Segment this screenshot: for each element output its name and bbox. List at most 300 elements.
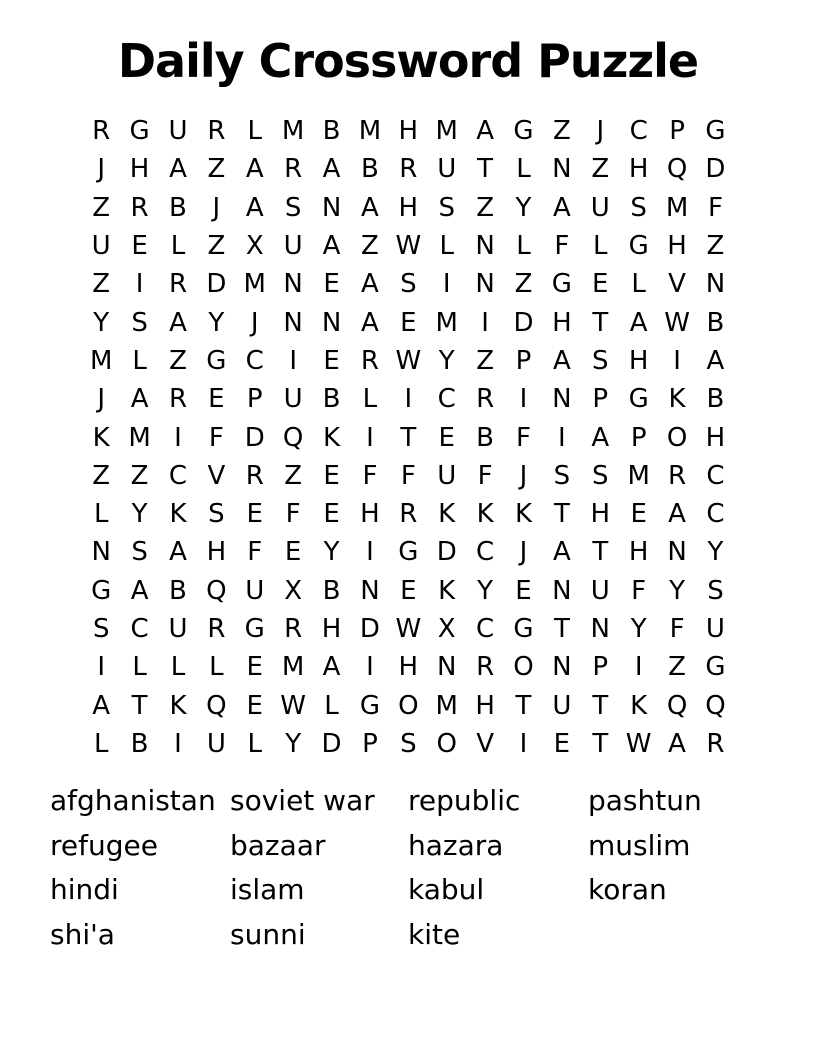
- grid-letter: C: [130, 614, 149, 644]
- grid-letter: B: [706, 307, 725, 338]
- grid-letter: Y: [707, 537, 724, 568]
- grid-letter: A: [322, 652, 341, 683]
- grid-letter: L: [516, 154, 531, 185]
- grid-letter: R: [168, 269, 188, 300]
- grid-letter: G: [129, 116, 150, 147]
- grid-letter: H: [321, 614, 342, 644]
- grid-letter: V: [207, 460, 226, 491]
- grid-letter: Y: [515, 192, 532, 223]
- grid-letter: F: [208, 422, 224, 453]
- grid-letter: E: [208, 384, 225, 415]
- grid-letter: N: [91, 537, 111, 568]
- grid-letter: K: [476, 499, 494, 530]
- grid-letter: H: [206, 537, 227, 568]
- grid-letter: B: [322, 575, 341, 606]
- grid-letter: H: [360, 499, 380, 530]
- grid-letter: L: [209, 652, 224, 683]
- grid-letter: U: [91, 231, 111, 262]
- grid-letter: L: [132, 345, 147, 376]
- grid-letter: Q: [705, 690, 726, 721]
- grid-letter: P: [515, 345, 532, 376]
- grid-letter: P: [362, 728, 378, 759]
- grid-letter: X: [284, 575, 303, 606]
- grid-letter: R: [399, 499, 418, 530]
- grid-letter: E: [246, 690, 263, 721]
- grid-letter: M: [435, 307, 458, 338]
- grid-letter: F: [362, 460, 378, 491]
- grid-letter: A: [130, 575, 149, 606]
- grid-letter: H: [590, 499, 611, 530]
- grid-letter: E: [246, 499, 263, 530]
- grid-letter: I: [135, 269, 144, 300]
- grid-letter: K: [438, 575, 456, 606]
- word-list-item: kite: [408, 917, 461, 951]
- grid-letter: B: [476, 422, 495, 453]
- grid-letter: Q: [206, 690, 227, 721]
- grid-letter: I: [442, 269, 451, 300]
- grid-letter: Y: [669, 575, 685, 606]
- grid-letter: S: [400, 728, 417, 759]
- grid-letter: N: [552, 652, 572, 683]
- grid-letter: R: [207, 614, 226, 644]
- grid-letter: Y: [438, 345, 455, 376]
- grid-letter: G: [91, 575, 112, 606]
- grid-letter: T: [592, 690, 609, 721]
- grid-letter: J: [250, 307, 259, 338]
- grid-letter: C: [629, 116, 648, 147]
- grid-letter: N: [436, 652, 457, 683]
- grid-letter: Z: [476, 345, 494, 376]
- grid-letter: E: [323, 269, 340, 300]
- grid-letter: V: [476, 728, 494, 759]
- grid-letter: K: [169, 690, 187, 721]
- grid-letter: I: [366, 537, 374, 568]
- grid-letter: U: [168, 614, 188, 644]
- grid-letter: M: [435, 116, 458, 147]
- grid-letter: U: [206, 728, 226, 759]
- grid-letter: D: [206, 269, 227, 300]
- grid-letter: Q: [206, 575, 227, 606]
- grid-letter: R: [284, 154, 303, 185]
- grid-letter: R: [284, 614, 303, 644]
- grid-letter: G: [359, 690, 380, 721]
- grid-letter: Z: [514, 269, 533, 300]
- word-list-item: kabul: [408, 873, 485, 906]
- grid-letter: R: [706, 728, 725, 759]
- grid-letter: S: [208, 499, 225, 530]
- grid-letter: H: [475, 690, 495, 721]
- grid-letter: W: [664, 307, 690, 338]
- grid-letter: N: [321, 192, 342, 223]
- grid-letter: T: [592, 307, 609, 338]
- grid-letter: A: [591, 422, 610, 453]
- grid-letter: H: [628, 154, 649, 185]
- grid-letter: G: [628, 231, 649, 262]
- grid-letter: N: [321, 307, 342, 338]
- grid-letter: L: [362, 384, 378, 415]
- grid-letter: U: [283, 384, 303, 415]
- grid-letter: Q: [282, 422, 304, 453]
- word-list-item: pashtun: [588, 784, 702, 817]
- grid-letter: H: [628, 537, 649, 568]
- grid-letter: N: [552, 384, 572, 415]
- grid-letter: Z: [361, 231, 379, 262]
- grid-letter: F: [477, 460, 493, 491]
- grid-letter: U: [245, 575, 265, 606]
- grid-letter: A: [668, 499, 686, 530]
- grid-letter: I: [673, 345, 681, 376]
- word-list-item: refugee: [50, 828, 158, 862]
- grid-letter: L: [170, 652, 186, 683]
- grid-letter: G: [513, 614, 534, 644]
- grid-letter: P: [630, 422, 647, 453]
- grid-letter: U: [437, 154, 457, 185]
- grid-letter: G: [513, 116, 534, 147]
- grid-letter: M: [281, 116, 305, 147]
- grid-letter: Z: [284, 460, 303, 491]
- grid-letter: Y: [323, 537, 340, 568]
- grid-letter: R: [92, 116, 111, 147]
- grid-letter: L: [247, 116, 262, 147]
- grid-letter: G: [206, 345, 227, 376]
- word-list-item: bazaar: [230, 828, 326, 862]
- grid-letter: L: [631, 269, 646, 300]
- grid-letter: I: [558, 422, 566, 453]
- grid-letter: D: [321, 728, 342, 759]
- grid-letter: F: [554, 231, 570, 262]
- grid-letter: W: [395, 614, 422, 644]
- grid-letter: A: [476, 116, 494, 147]
- grid-letter: O: [436, 728, 457, 759]
- grid-letter: N: [705, 269, 726, 300]
- grid-letter: Z: [706, 231, 725, 262]
- grid-letter: R: [207, 116, 226, 147]
- grid-letter: A: [668, 728, 686, 759]
- grid-letter: A: [169, 537, 187, 568]
- grid-letter: H: [129, 154, 150, 185]
- grid-letter: E: [323, 345, 340, 376]
- grid-letter: Z: [476, 192, 494, 223]
- grid-letter: I: [289, 345, 297, 376]
- grid-letter: A: [92, 690, 111, 721]
- grid-letter: L: [439, 231, 454, 262]
- grid-letter: E: [592, 269, 609, 300]
- grid-letter: T: [553, 499, 570, 530]
- grid-letter: T: [515, 690, 532, 721]
- grid-letter: S: [630, 192, 647, 223]
- grid-letter: T: [553, 614, 570, 644]
- grid-letter: R: [360, 345, 379, 376]
- grid-letter: N: [283, 269, 303, 300]
- grid-letter: J: [212, 192, 221, 223]
- grid-letter: Q: [666, 154, 688, 185]
- grid-letter: S: [131, 537, 148, 568]
- grid-letter: G: [551, 269, 572, 300]
- grid-letter: L: [132, 652, 147, 683]
- grid-letter: K: [169, 499, 187, 530]
- grid-letter: M: [435, 690, 458, 721]
- grid-letter: P: [592, 652, 609, 683]
- word-list-item: soviet war: [230, 784, 375, 817]
- grid-letter: L: [170, 231, 186, 262]
- grid-letter: C: [437, 384, 456, 415]
- grid-letter: E: [284, 537, 302, 568]
- grid-letter: I: [366, 652, 374, 683]
- grid-letter: L: [247, 728, 262, 759]
- grid-letter: H: [705, 422, 726, 453]
- word-list-item: shi'a: [50, 917, 115, 951]
- grid-letter: H: [398, 116, 419, 147]
- grid-letter: J: [97, 384, 106, 415]
- grid-letter: G: [398, 537, 419, 568]
- grid-letter: I: [634, 652, 643, 683]
- grid-letter: W: [625, 728, 652, 759]
- grid-letter: H: [628, 345, 649, 376]
- grid-letter: A: [552, 192, 571, 223]
- grid-letter: U: [552, 690, 572, 721]
- grid-letter: C: [706, 460, 725, 491]
- grid-letter: U: [168, 116, 188, 147]
- grid-letter: A: [361, 269, 379, 300]
- word-list-item: koran: [588, 873, 667, 906]
- grid-letter: Y: [285, 728, 302, 759]
- grid-letter: G: [628, 384, 649, 415]
- grid-letter: S: [131, 307, 148, 338]
- grid-letter: B: [322, 384, 341, 415]
- grid-letter: A: [361, 307, 379, 338]
- grid-letter: K: [323, 422, 341, 453]
- grid-letter: Z: [207, 154, 226, 185]
- grid-letter: S: [707, 575, 724, 606]
- grid-letter: W: [395, 345, 422, 376]
- grid-letter: R: [476, 652, 495, 683]
- grid-letter: N: [590, 614, 610, 644]
- letter-grid: [82, 112, 735, 763]
- grid-letter: T: [592, 537, 609, 568]
- grid-letter: I: [366, 422, 374, 453]
- grid-letter: H: [552, 307, 572, 338]
- grid-letter: Y: [630, 614, 647, 644]
- grid-letter: S: [553, 460, 571, 491]
- grid-letter: I: [519, 728, 528, 759]
- grid-letter: Y: [208, 307, 225, 338]
- grid-letter: R: [245, 460, 264, 491]
- grid-letter: C: [706, 499, 725, 530]
- grid-letter: B: [706, 384, 725, 415]
- grid-letter: N: [667, 537, 687, 568]
- grid-letter: E: [246, 652, 263, 683]
- grid-letter: Z: [668, 652, 686, 683]
- grid-letter: E: [323, 460, 340, 491]
- grid-letter: B: [322, 116, 341, 147]
- grid-letter: F: [516, 422, 531, 453]
- grid-letter: E: [400, 307, 417, 338]
- grid-letter: A: [169, 307, 187, 338]
- grid-letter: A: [245, 154, 264, 185]
- grid-letter: N: [475, 231, 495, 262]
- grid-letter: D: [244, 422, 265, 453]
- grid-letter: U: [437, 460, 457, 491]
- grid-letter: N: [283, 307, 303, 338]
- grid-letter: T: [592, 728, 609, 759]
- grid-letter: I: [519, 384, 528, 415]
- grid-letter: B: [130, 728, 149, 759]
- grid-letter: D: [705, 154, 726, 185]
- grid-letter: G: [705, 116, 726, 147]
- grid-letter: L: [324, 690, 339, 721]
- grid-letter: R: [399, 154, 418, 185]
- grid-letter: K: [668, 384, 686, 415]
- grid-letter: N: [475, 269, 495, 300]
- grid-letter: I: [404, 384, 413, 415]
- word-list-item: hazara: [408, 828, 504, 862]
- grid-letter: R: [168, 384, 188, 415]
- grid-letter: C: [245, 345, 264, 376]
- grid-letter: Z: [130, 460, 149, 491]
- grid-letter: O: [666, 422, 688, 453]
- grid-letter: Z: [92, 460, 111, 491]
- grid-letter: A: [245, 192, 264, 223]
- grid-letter: M: [281, 652, 305, 683]
- grid-letter: S: [438, 192, 455, 223]
- grid-letter: S: [284, 192, 302, 223]
- grid-letter: S: [400, 269, 417, 300]
- grid-letter: R: [130, 192, 149, 223]
- grid-letter: S: [92, 614, 110, 644]
- grid-letter: N: [552, 154, 572, 185]
- grid-letter: Z: [207, 231, 226, 262]
- grid-letter: H: [398, 192, 419, 223]
- grid-letter: F: [707, 192, 723, 223]
- grid-letter: F: [247, 537, 263, 568]
- grid-letter: G: [705, 652, 726, 683]
- grid-letter: B: [169, 192, 187, 223]
- grid-letter: M: [665, 192, 689, 223]
- grid-letter: D: [513, 307, 534, 338]
- grid-letter: A: [629, 307, 648, 338]
- grid-letter: I: [481, 307, 489, 338]
- grid-letter: U: [705, 614, 725, 644]
- grid-letter: Z: [552, 116, 571, 147]
- grid-letter: M: [128, 422, 151, 453]
- grid-letter: K: [92, 422, 110, 453]
- grid-letter: T: [477, 154, 494, 185]
- grid-letter: E: [131, 231, 148, 262]
- grid-letter: K: [438, 499, 456, 530]
- grid-letter: P: [246, 384, 263, 415]
- grid-letter: S: [592, 460, 609, 491]
- grid-letter: F: [631, 575, 647, 606]
- grid-letter: Y: [131, 499, 148, 530]
- grid-letter: A: [322, 154, 341, 185]
- grid-letter: O: [398, 690, 419, 721]
- grid-letter: E: [400, 575, 417, 606]
- grid-letter: X: [437, 614, 456, 644]
- grid-letter: M: [243, 269, 266, 300]
- grid-letter: D: [436, 537, 457, 568]
- grid-letter: C: [476, 537, 495, 568]
- grid-letter: M: [627, 460, 650, 491]
- grid-letter: J: [596, 116, 605, 147]
- grid-letter: Y: [93, 307, 110, 338]
- grid-letter: R: [476, 384, 495, 415]
- grid-letter: N: [360, 575, 380, 606]
- grid-letter: A: [322, 231, 341, 262]
- grid-letter: X: [245, 231, 264, 262]
- grid-letter: F: [400, 460, 416, 491]
- grid-letter: Y: [477, 575, 494, 606]
- grid-letter: I: [174, 728, 182, 759]
- grid-letter: W: [395, 231, 422, 262]
- word-list-item: republic: [408, 784, 521, 817]
- grid-letter: U: [590, 192, 610, 223]
- grid-letter: Q: [666, 690, 688, 721]
- grid-letter: J: [519, 537, 528, 568]
- page-title: Daily Crossword Puzzle: [117, 34, 699, 88]
- grid-letter: A: [552, 345, 571, 376]
- grid-letter: F: [669, 614, 685, 644]
- grid-letter: O: [513, 652, 534, 683]
- grid-letter: G: [244, 614, 265, 644]
- grid-letter: R: [668, 460, 687, 491]
- grid-letter: E: [515, 575, 532, 606]
- grid-letter: E: [438, 422, 455, 453]
- grid-letter: E: [630, 499, 647, 530]
- grid-letter: J: [519, 460, 528, 491]
- word-list-item: afghanistan: [50, 784, 216, 817]
- grid-letter: A: [552, 537, 571, 568]
- grid-letter: Z: [92, 192, 111, 223]
- grid-letter: V: [668, 269, 686, 300]
- grid-letter: K: [514, 499, 533, 530]
- grid-letter: T: [131, 690, 148, 721]
- grid-letter: T: [400, 422, 417, 453]
- grid-letter: I: [174, 422, 182, 453]
- word-list: [50, 779, 778, 957]
- grid-letter: U: [283, 231, 303, 262]
- grid-letter: E: [553, 728, 571, 759]
- grid-letter: B: [169, 575, 187, 606]
- grid-letter: Z: [92, 269, 111, 300]
- word-list-item: sunni: [230, 917, 306, 951]
- grid-letter: Z: [591, 154, 610, 185]
- grid-letter: H: [398, 652, 419, 683]
- grid-letter: L: [93, 728, 109, 759]
- grid-letter: A: [169, 154, 187, 185]
- grid-letter: L: [593, 231, 608, 262]
- grid-letter: F: [285, 499, 301, 530]
- grid-letter: A: [706, 345, 725, 376]
- grid-letter: A: [130, 384, 149, 415]
- grid-letter: I: [97, 652, 106, 683]
- word-list-item: islam: [230, 873, 305, 906]
- grid-letter: L: [93, 499, 109, 530]
- grid-letter: U: [590, 575, 610, 606]
- grid-letter: L: [516, 231, 531, 262]
- grid-letter: W: [280, 690, 306, 721]
- grid-letter: C: [168, 460, 188, 491]
- grid-letter: A: [361, 192, 379, 223]
- grid-letter: M: [89, 345, 113, 376]
- grid-letter: M: [358, 116, 382, 147]
- word-list-item: hindi: [50, 873, 119, 906]
- grid-letter: P: [592, 384, 609, 415]
- grid-letter: H: [667, 231, 687, 262]
- grid-letter: N: [552, 575, 572, 606]
- grid-letter: Z: [169, 345, 187, 376]
- word-list-item: muslim: [588, 828, 691, 862]
- grid-letter: E: [323, 499, 340, 530]
